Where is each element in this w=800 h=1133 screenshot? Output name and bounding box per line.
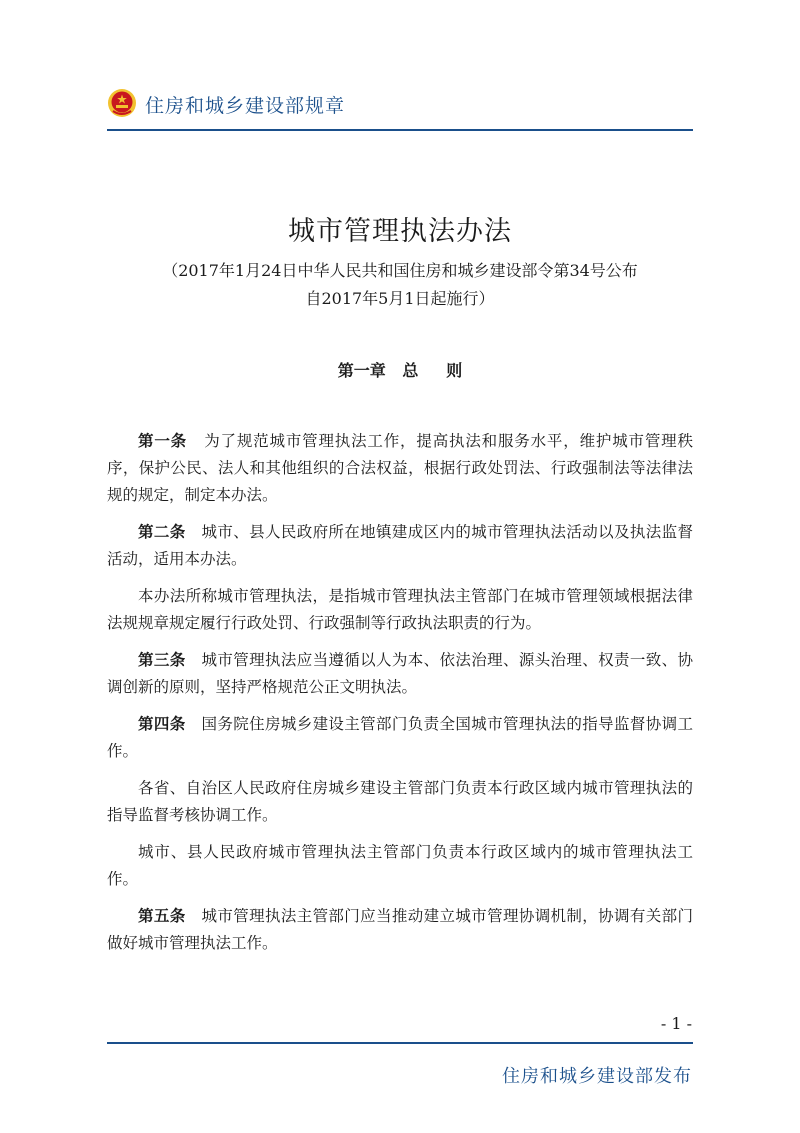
article-label: 第四条 (138, 715, 186, 733)
promulgation-note-line-1: （2017年1月24日中华人民共和国住房和城乡建设部令第34号公布 (162, 261, 638, 280)
article-paragraph (107, 711, 693, 765)
article-label: 第五条 (138, 907, 186, 925)
article-text: 国务院住房城乡建设主管部门负责全国城市管理执法的指导监督协调工作。 (107, 715, 693, 760)
article-text: 本办法所称城市管理执法，是指城市管理执法主管部门在城市管理领域根据法律法规规章规定履行行政处罚、行政强制等行政执法职责的行为。 (107, 587, 693, 632)
article-text: 城市、县人民政府所在地镇建成区内的城市管理执法活动以及执法监督活动，适用本办法。 (107, 523, 693, 568)
page-header (107, 86, 693, 130)
article-text: 各省、自治区人民政府住房城乡建设主管部门负责本行政区域内城市管理执法的指导监督考核协调工作。 (107, 779, 693, 824)
article-paragraph (107, 428, 693, 509)
footer-divider (107, 1042, 693, 1044)
chapter-heading: 第一章 总 则 (337, 361, 463, 380)
article-paragraph (107, 839, 693, 893)
article-paragraph (107, 775, 693, 829)
header-title: 住房和城乡建设部规章 (145, 95, 346, 117)
article-label: 第一条 (138, 432, 187, 450)
article-text: 城市管理执法主管部门应当推动建立城市管理协调机制，协调有关部门做好城市管理执法工作。 (107, 907, 693, 952)
article-paragraph (107, 583, 693, 637)
article-paragraph (107, 519, 693, 573)
article-label: 第三条 (138, 651, 186, 669)
article-text: 城市、县人民政府城市管理执法主管部门负责本行政区域内的城市管理执法工作。 (107, 843, 693, 888)
header-divider (107, 129, 693, 131)
article-text: 为了规范城市管理执法工作，提高执法和服务水平，维护城市管理秩序，保护公民、法人和其他组织的合法权益，根据行政处罚法、行政强制法等法律法规的规定，制定本办法。 (107, 432, 693, 504)
footer-title: 住房和城乡建设部发布 (502, 1066, 692, 1087)
article-paragraph (107, 903, 693, 957)
document-title: 城市管理执法办法 (288, 216, 512, 247)
article-text: 城市管理执法应当遵循以人为本、依法治理、源头治理、权责一致、协调创新的原则，坚持严格规范公正文明执法。 (107, 651, 693, 696)
page-number: - 1 - (660, 1014, 692, 1033)
article-label: 第二条 (138, 523, 186, 541)
document-body (107, 428, 693, 967)
promulgation-note-line-2: 自2017年5月1日起施行） (305, 289, 495, 308)
article-paragraph (107, 647, 693, 701)
national-emblem-icon (107, 88, 137, 118)
